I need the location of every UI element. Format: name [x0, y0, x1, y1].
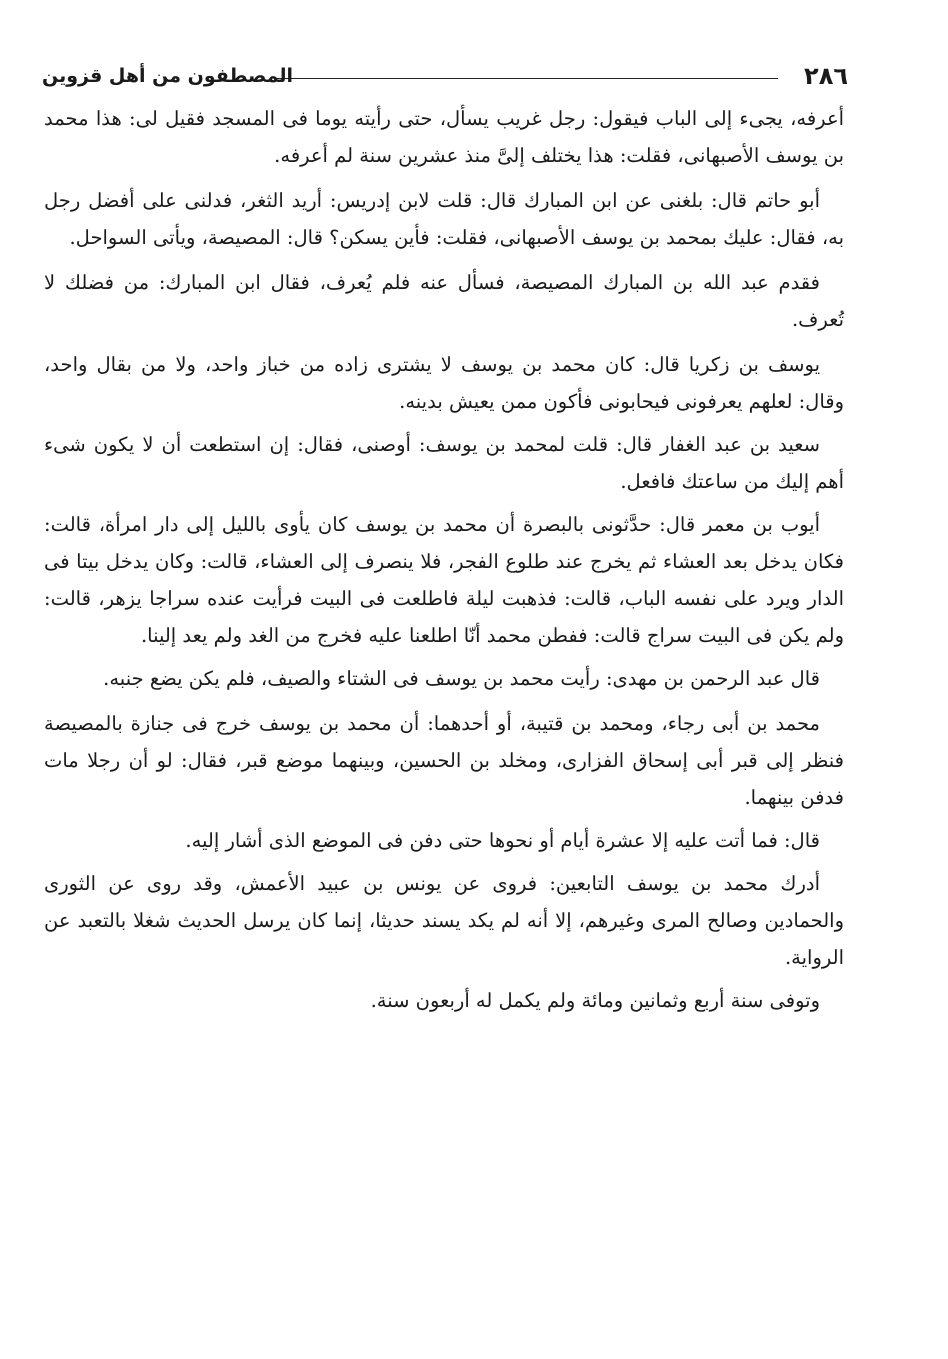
paragraph: فقدم عبد الله بن المبارك المصيصة، فسأل عنه فلم يُعرف، فقال ابن المبارك: من فضلك لا تُعرف.: [44, 271, 844, 331]
body-text: [44, 100, 844, 1025]
paragraph: أبو حاتم قال: بلغنى عن ابن المبارك قال: قلت لابن إدريس: أريد الثغر، فدلنى على أفضل رجل به، فقال: عليك بمحمد بن يوسف الأصبهانى، فقلت: فأين يسكن؟ قال: المصيصة، ويأتى السواحل.: [44, 189, 844, 249]
paragraph: قال عبد الرحمن بن مهدى: رأيت محمد بن يوسف فى الشتاء والصيف، فلم يكن يضع جنبه.: [103, 667, 820, 690]
header-rule: [274, 78, 778, 79]
paragraph: محمد بن أبى رجاء، ومحمد بن قتيبة، أو أحدهما: أن محمد بن يوسف خرج فى جنازة بالمصيصة فنظر إلى قبر أبى إسحاق الفزارى، ومخلد بن الحسين، وبينهما موضع قبر، فقال: لو أن رجلا مات فدفن بينهما.: [44, 712, 844, 809]
paragraph: وتوفى سنة أربع وثمانين ومائة ولم يكمل له أربعون سنة.: [370, 989, 820, 1012]
paragraph: قال: فما أتت عليه إلا عشرة أيام أو نحوها حتى دفن فى الموضع الذى أشار إليه.: [185, 829, 820, 852]
paragraph: يوسف بن زكريا قال: كان محمد بن يوسف لا يشترى زاده من خباز واحد، ولا من بقال واحد، وقال: لعلهم يعرفونى فيحابونى فأكون ممن يعيش بدينه.: [44, 353, 844, 413]
page-number: ٢٨٦: [804, 62, 848, 90]
paragraph: أدرك محمد بن يوسف التابعين: فروى عن يونس بن عبيد الأعمش، وقد روى عن الثورى والحمادين وصالح المرى وغيرهم، إلا أنه لم يكد يسند حديثا، إنما كان يرسل الحديث شغلا بالتعبد عن الرواية.: [44, 872, 844, 969]
paragraph: سعيد بن عبد الغفار قال: قلت لمحمد بن يوسف: أوصنى، فقال: إن استطعت أن لا يكون شىء أهم إليك من ساعتك فافعل.: [44, 433, 844, 493]
paragraph: أيوب بن معمر قال: حدَّثونى بالبصرة أن محمد بن يوسف كان يأوى بالليل إلى دار امرأة، قالت: فكان يدخل بعد العشاء ثم يخرج عند طلوع الفجر، فلا ينصرف إلى العشاء، قالت: وكان يدخل بيتا فى الدار ويرد على نفسه الباب، قالت: فذهبت ليلة فاطلعت فى البيت فرأيت عنده سراجا يزهر، قالت: ولم يكن فى البيت سراج قالت: ففطن محمد أنّا اطلعنا عليه فخرج من الغد ولم يعد إلينا.: [44, 513, 844, 647]
running-title: المصطفون من أهل قزوين: [42, 65, 294, 87]
page-header: [42, 62, 848, 94]
paragraph: أعرفه، يجىء إلى الباب فيقول: رجل غريب يسأل، حتى رأيته يوما فى المسجد فقيل لى: هذا محمد بن يوسف الأصبهانى، فقلت: هذا يختلف إلىَّ منذ عشرين سنة لم أعرفه.: [44, 107, 844, 167]
